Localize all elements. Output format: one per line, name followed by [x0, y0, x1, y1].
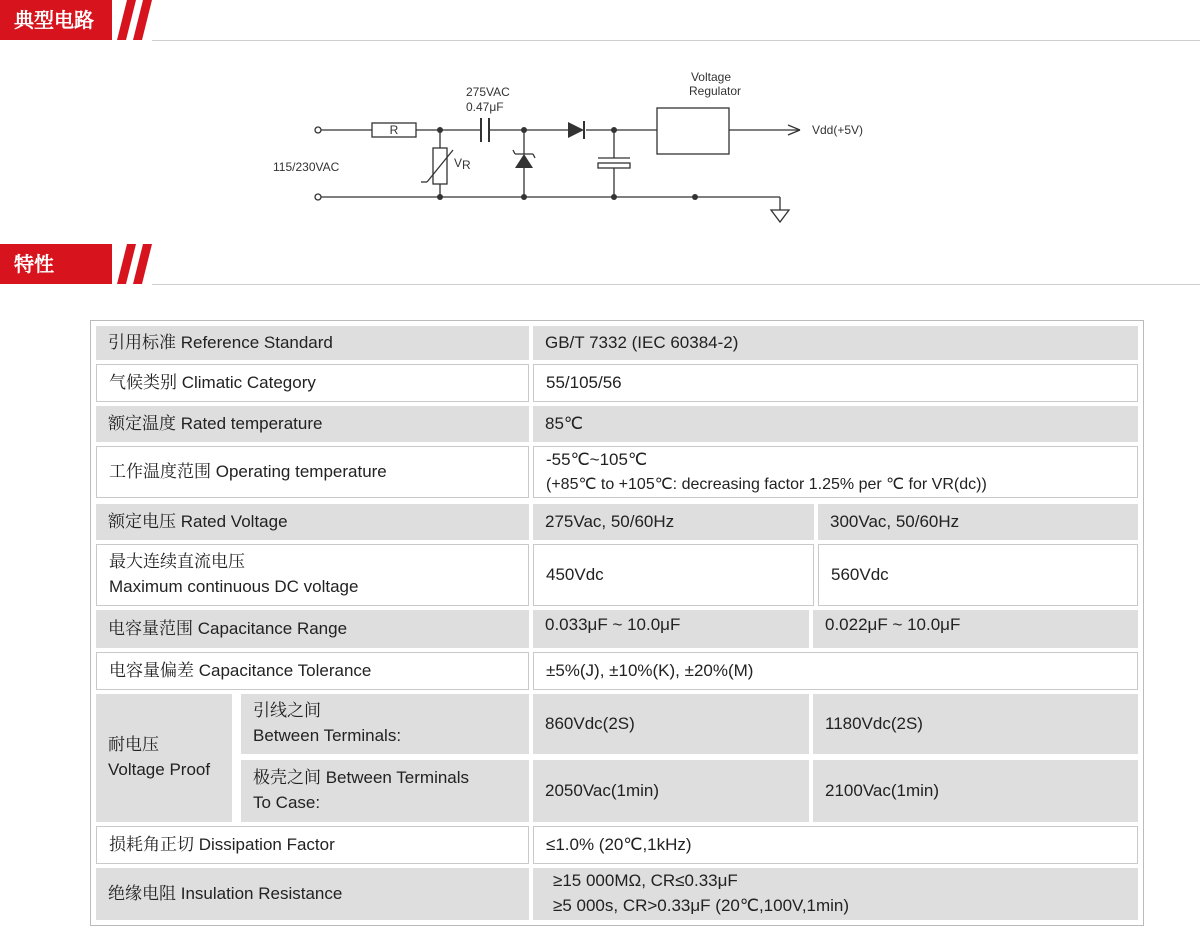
row-value-between-terminals-b: 1180Vdc(2S)	[813, 694, 1138, 754]
row-value-rated-voltage-a: 275Vac, 50/60Hz	[533, 504, 814, 540]
header-divider	[152, 284, 1200, 285]
regulator-label-1: Voltage	[690, 70, 732, 84]
row-label-operating-temperature: 工作温度范围 Operating temperature	[96, 446, 529, 498]
regulator-label-2: Regulator	[688, 84, 742, 98]
row-value-capacitance-tolerance: ±5%(J), ±10%(K), ±20%(M)	[533, 652, 1138, 690]
spec-table	[90, 320, 1144, 926]
row-value-rated-voltage-b: 300Vac, 50/60Hz	[818, 504, 1138, 540]
row-label-rated-voltage: 额定电压 Rated Voltage	[96, 504, 529, 540]
voltage-regulator-box	[657, 108, 729, 154]
output-voltage-label: Vdd(+5V)	[812, 123, 864, 137]
row-label-capacitance-tolerance: 电容量偏差 Capacitance Tolerance	[96, 652, 529, 690]
varistor-label: V	[454, 156, 463, 170]
input-terminal-top	[315, 127, 321, 133]
row-value-insulation-resistance: ≥15 000MΩ, CR≤0.33μF ≥5 000s, CR>0.33μF (20℃,100V,1min)	[533, 868, 1138, 920]
header-slash-decoration	[117, 244, 136, 284]
row-value-capacitance-range-b: 0.022μF ~ 10.0μF	[813, 610, 1138, 648]
row-value-capacitance-range-a: 0.033μF ~ 10.0μF	[533, 610, 809, 648]
header-slash-decoration	[117, 0, 136, 40]
varistor-sub-label: R	[462, 158, 471, 172]
row-value-reference-standard: GB/T 7332 (IEC 60384-2)	[533, 326, 1138, 360]
row-value-max-dc-voltage-b: 560Vdc	[818, 544, 1138, 606]
header-slash-decoration	[133, 244, 152, 284]
row-sublabel-between-terminals: 引线之间 Between Terminals:	[241, 694, 529, 754]
section-title-features: 特性	[0, 244, 112, 284]
ground-symbol	[771, 210, 789, 222]
row-label-max-dc-voltage: 最大连续直流电压 Maximum continuous DC voltage	[96, 544, 529, 606]
header-divider	[152, 40, 1200, 41]
row-value-operating-temperature: -55℃~105℃ (+85℃ to +105℃: decreasing factor 1.25% per ℃ for VR(dc))	[533, 446, 1138, 498]
row-value-max-dc-voltage-a: 450Vdc	[533, 544, 814, 606]
section-title-circuit: 典型电路	[0, 0, 112, 40]
row-label-insulation-resistance: 绝缘电阻 Insulation Resistance	[96, 868, 529, 920]
section-header-features	[0, 244, 1200, 286]
row-value-terminals-to-case-a: 2050Vac(1min)	[533, 760, 809, 822]
capacitor-value-label: 0.47μF	[466, 100, 504, 114]
row-label-climatic-category: 气候类别 Climatic Category	[96, 364, 529, 402]
row-value-terminals-to-case-b: 2100Vac(1min)	[813, 760, 1138, 822]
row-label-dissipation-factor: 损耗角正切 Dissipation Factor	[96, 826, 529, 864]
row-label-capacitance-range: 电容量范围 Capacitance Range	[96, 610, 529, 648]
row-value-rated-temperature: 85℃	[533, 406, 1138, 442]
row-value-dissipation-factor: ≤1.0% (20℃,1kHz)	[533, 826, 1138, 864]
row-sublabel-terminals-to-case: 极壳之间 Between Terminals To Case:	[241, 760, 529, 822]
input-terminal-bottom	[315, 194, 321, 200]
section-header-circuit	[0, 0, 1200, 42]
row-label-voltage-proof: 耐电压 Voltage Proof	[96, 694, 232, 822]
row-value-between-terminals-a: 860Vdc(2S)	[533, 694, 809, 754]
capacitor-voltage-label: 275VAC	[466, 85, 510, 99]
row-value-climatic-category: 55/105/56	[533, 364, 1138, 402]
typical-circuit-diagram	[0, 42, 1200, 242]
input-voltage-label: 115/230VAC	[273, 160, 340, 174]
row-label-reference-standard: 引用标准 Reference Standard	[96, 326, 529, 360]
header-slash-decoration	[133, 0, 152, 40]
resistor-label: R	[389, 123, 399, 137]
row-label-rated-temperature: 额定温度 Rated temperature	[96, 406, 529, 442]
